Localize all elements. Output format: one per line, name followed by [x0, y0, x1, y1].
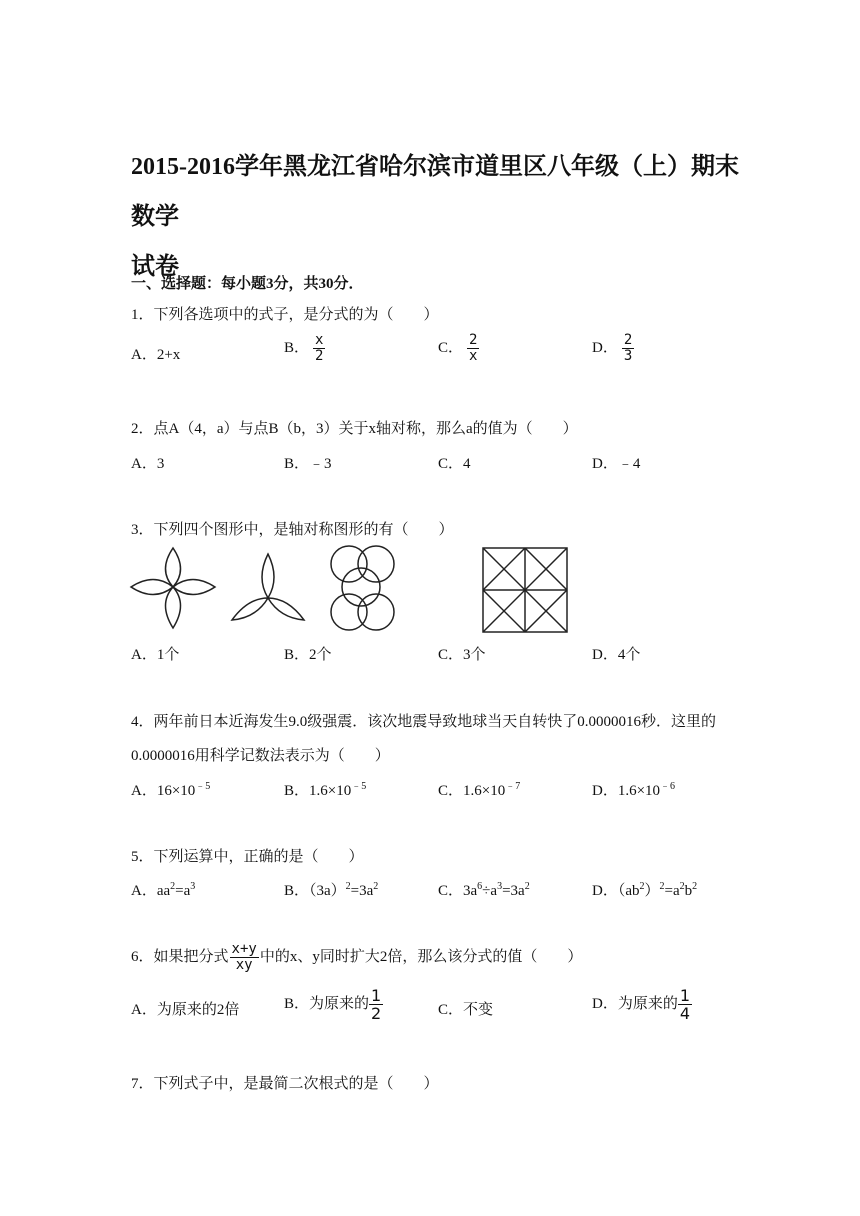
- q4-option-c: [438, 779, 520, 800]
- expr-part: C．3a: [438, 883, 478, 899]
- expr-part: ÷a: [482, 883, 498, 899]
- q3-option-a: A．1个: [131, 647, 180, 663]
- q3-option-b: B．2个: [284, 647, 332, 663]
- question-3-stem: 3．下列四个图形中，是轴对称图形的有（ ）: [131, 522, 454, 538]
- question-5-stem: 5．下列运算中，正确的是（ ）: [131, 849, 364, 865]
- q5-option-b: [284, 879, 378, 900]
- expr-part: =a: [664, 883, 680, 899]
- q3-option-c: C．3个: [438, 647, 486, 663]
- q6-option-b-fraction: [369, 987, 383, 1022]
- expr-part: B．（3a）: [284, 883, 346, 899]
- q6-stem-fraction: [230, 942, 259, 973]
- option-exponent: ﹣6: [660, 781, 676, 792]
- expr-part: =3a: [350, 883, 374, 899]
- circles-figure: [331, 546, 394, 630]
- q1-option-d-fraction: [622, 333, 634, 364]
- fraction-denominator: 2: [315, 348, 324, 364]
- expr-part: =a: [175, 883, 191, 899]
- fraction-numerator: 2: [469, 332, 478, 348]
- section-heading: 一、选择题：每小题3分，共30分．: [131, 276, 364, 292]
- q2-option-a: A．3: [131, 456, 165, 472]
- q3-option-d: D．4个: [592, 647, 641, 663]
- fraction-numerator: x+y: [231, 941, 257, 957]
- question-1-stem: 1．下列各选项中的式子，是分式的为（ ）: [131, 307, 439, 323]
- paper-title: [131, 142, 751, 292]
- q1-option-b: [284, 333, 325, 364]
- q4-option-a: [131, 779, 210, 800]
- q3-figures: [128, 540, 578, 635]
- expr-part: D．（ab: [592, 883, 640, 899]
- option-base: C．1.6×10: [438, 783, 506, 799]
- option-exponent: ﹣7: [505, 781, 521, 792]
- q2-option-b: B．﹣3: [284, 456, 332, 472]
- q4-option-d: [592, 779, 675, 800]
- pinwheel-figure: [483, 548, 567, 632]
- three-petal-figure: [232, 554, 304, 620]
- option-base: A．16×10: [131, 783, 196, 799]
- title-line-1: 2015-2016学年黑龙江省哈尔滨市道里区八年级（上）期末数学: [131, 154, 739, 230]
- q2-option-c: C．4: [438, 456, 471, 472]
- expr-part: b: [684, 883, 693, 899]
- option-label: D．为原来的: [592, 995, 678, 1012]
- q1-option-c-label: C．: [438, 339, 464, 356]
- expr-exponent: 2: [345, 881, 351, 892]
- q4-option-b: [284, 779, 366, 800]
- q1-option-b-label: B．: [284, 339, 310, 356]
- fraction-denominator: xy: [235, 957, 253, 973]
- stem-text: 6．如果把分式: [131, 948, 229, 965]
- question-2-stem: 2．点A（4，a）与点B（b，3）关于x轴对称，那么a的值为（ ）: [131, 421, 578, 437]
- q6-option-c: C．不变: [438, 1002, 494, 1018]
- option-exponent: ﹣5: [195, 781, 211, 792]
- q5-option-c: [438, 879, 530, 900]
- stem-text: 中的x、y同时扩大2倍，那么该分式的值（ ）: [259, 948, 583, 965]
- four-petal-figure: [131, 548, 215, 628]
- expr-exponent: 3: [497, 881, 503, 892]
- q6-option-b: [284, 987, 383, 1022]
- fraction-denominator: 3: [623, 348, 633, 364]
- fraction-denominator: 2: [371, 1004, 382, 1023]
- q2-option-d: D．﹣4: [592, 456, 641, 472]
- q5-option-a: [131, 879, 195, 900]
- q1-option-c-fraction: [467, 333, 479, 364]
- q1-option-d-label: D．: [592, 339, 618, 356]
- expr-exponent: 2: [170, 881, 176, 892]
- expr-exponent: 3: [190, 881, 196, 892]
- question-4-stem-line2: 0.0000016用科学记数法表示为（ ）: [131, 748, 390, 764]
- fraction-numerator: 1: [371, 986, 382, 1005]
- fraction-denominator: x: [469, 348, 478, 364]
- fraction-denominator: 4: [679, 1004, 691, 1023]
- q6-option-a: A．为原来的2倍: [131, 1002, 240, 1018]
- fraction-numerator: x: [315, 332, 324, 348]
- expr-exponent: 2: [659, 881, 665, 892]
- expr-exponent: 2: [524, 881, 530, 892]
- expr-exponent: 2: [639, 881, 645, 892]
- expr-part: A．aa: [131, 883, 171, 899]
- option-label: B．为原来的: [284, 995, 370, 1012]
- q6-option-d-fraction: [678, 987, 692, 1022]
- expr-part: ）: [644, 883, 660, 899]
- fraction-numerator: 1: [679, 986, 691, 1005]
- q1-option-c: [438, 333, 479, 364]
- title-line-2: 试卷: [131, 254, 179, 280]
- expr-exponent: 2: [679, 881, 685, 892]
- expr-exponent: 2: [373, 881, 379, 892]
- option-base: D．1.6×10: [592, 783, 661, 799]
- q1-option-b-fraction: [313, 333, 325, 364]
- question-6-stem: [131, 942, 582, 973]
- q6-option-d: [592, 987, 692, 1022]
- option-exponent: ﹣5: [351, 781, 367, 792]
- expr-exponent: 2: [692, 881, 698, 892]
- q1-option-d: [592, 333, 634, 364]
- expr-exponent: 6: [477, 881, 483, 892]
- question-7-stem: 7．下列式子中，是最简二次根式的是（ ）: [131, 1076, 439, 1092]
- fraction-numerator: 2: [623, 332, 633, 348]
- q1-option-a: A．2+x: [131, 347, 181, 363]
- q5-option-d: [592, 879, 697, 900]
- option-base: B．1.6×10: [284, 783, 352, 799]
- expr-part: =3a: [502, 883, 525, 899]
- question-4-stem-line1: 4．两年前日本近海发生9.0级强震．该次地震导致地球当天自转快了0.0000016秒．这里的: [131, 714, 717, 730]
